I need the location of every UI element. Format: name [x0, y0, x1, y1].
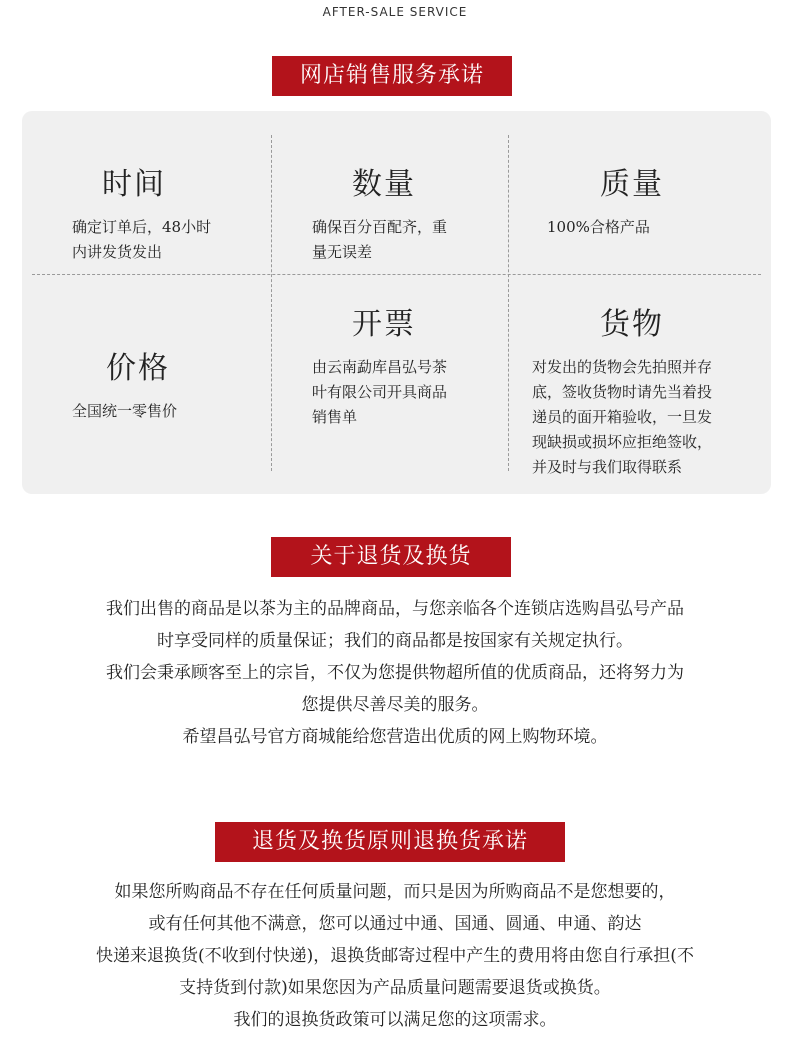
promise-cell-quality — [547, 159, 747, 240]
paragraph-line: 如果您所购商品不存在任何质量问题，而只是因为所购商品不是您想要的， — [114, 882, 676, 902]
service-promise-panel — [22, 111, 771, 494]
section-banner-service-promise: 网店销售服务承诺 — [272, 56, 512, 96]
promise-cell-price — [72, 343, 262, 424]
promise-cell-quantity — [312, 159, 502, 265]
paragraph-line: 您提供尽善尽美的服务。 — [301, 695, 489, 715]
paragraph-line: 我们会秉承顾客至上的宗旨，不仅为您提供物超所值的优质商品，还将努力为 — [106, 663, 684, 683]
promise-text-line: 销售单 — [312, 408, 358, 426]
promise-cell-goods — [532, 299, 752, 480]
promise-text-line: 确保百分百配齐，重 — [312, 218, 448, 236]
promise-title: 货物 — [600, 307, 664, 342]
paragraph-line: 希望昌弘号官方商城能给您营造出优质的网上购物环境。 — [182, 727, 608, 747]
promise-cell-time — [72, 159, 262, 265]
return-principles-paragraph — [0, 876, 790, 1036]
returns-paragraph — [0, 593, 790, 753]
paragraph-line: 我们的退换货政策可以满足您的这项需求。 — [233, 1010, 557, 1030]
paragraph-line: 时享受同样的质量保证；我们的商品都是按国家有关规定执行。 — [157, 631, 633, 651]
promise-text-line: 并及时与我们取得联系 — [532, 458, 683, 476]
promise-title: 开票 — [352, 307, 416, 342]
promise-text-line: 量无误差 — [312, 243, 373, 261]
section-banner-returns: 关于退货及换货 — [271, 537, 511, 577]
promise-cell-invoice — [312, 299, 502, 430]
paragraph-line: 我们出售的商品是以茶为主的品牌商品，与您亲临各个连锁店选购昌弘号产品 — [106, 599, 684, 619]
promise-text-line: 由云南勐库昌弘号茶 — [312, 358, 448, 376]
promise-text-line: 全国统一零售价 — [72, 402, 178, 420]
promise-title: 数量 — [352, 167, 416, 202]
promise-text-line: 现缺损或损坏应拒绝签收， — [532, 433, 713, 451]
promise-title: 价格 — [106, 351, 170, 386]
promise-text-line: 对发出的货物会先拍照并存 — [532, 358, 713, 376]
paragraph-line: 或有任何其他不满意，您可以通过中通、国通、圆通、申通、韵达 — [148, 914, 642, 934]
divider-horizontal — [32, 274, 761, 275]
paragraph-line: 快递来退换货(不收到付快递)，退换货邮寄过程中产生的费用将由您自行承担(不 — [96, 946, 694, 966]
paragraph-line: 支持货到付款)如果您因为产品质量问题需要退货或换货。 — [179, 978, 611, 998]
promise-text-line: 底，签收货物时请先当着投 — [532, 383, 713, 401]
section-banner-return-principles: 退货及换货原则退换货承诺 — [215, 822, 565, 862]
promise-text-line: 递员的面开箱验收，一旦发 — [532, 408, 713, 426]
divider-vertical — [271, 135, 272, 471]
promise-text-line: 100%合格产品 — [547, 218, 650, 236]
promise-text-line: 叶有限公司开具商品 — [312, 383, 448, 401]
divider-vertical — [508, 135, 509, 471]
promise-title: 时间 — [102, 167, 166, 202]
promise-title: 质量 — [600, 167, 664, 202]
promise-text-line: 内讲发货发出 — [72, 243, 163, 261]
promise-text-line: 确定订单后，48小时 — [72, 218, 212, 236]
page-subtitle: AFTER-SALE SERVICE — [322, 5, 468, 19]
